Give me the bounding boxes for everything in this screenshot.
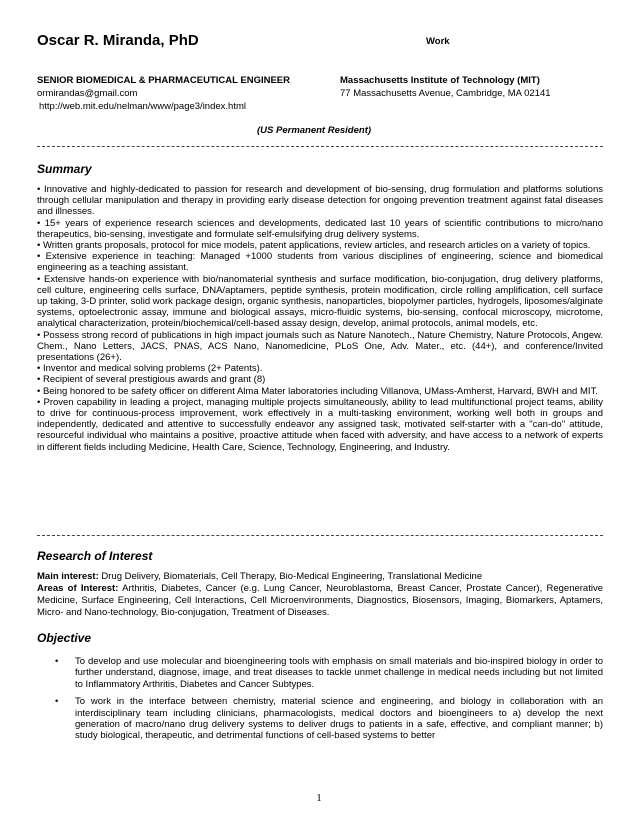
summary-item: • 15+ years of experience research sciences and developments, dedicated last 10 years of scientific contributions to micro/nano therapeutics, bio-sensing, investigate and formulate self-emulsifying drug delivery systems.	[37, 217, 603, 240]
work-organization: Massachusetts Institute of Technology (MIT)	[340, 75, 540, 86]
residency-status: (US Permanent Resident)	[257, 125, 372, 136]
main-interest-text: Drug Delivery, Biomaterials, Cell Therapy, Bio-Medical Engineering, Translational Medicine	[98, 571, 483, 582]
summary-item: • Extensive hands-on experience with bio/nanomaterial synthesis and surface modification, bio-conjugation, drug delivery platforms, cell culture, engineering cells surface, DNA/aptamers, peptide synthesis, protein modification, circle rolling amplification, cell surface up taking, 3-D printer, solid work package design, organic synthesis, nanoparticles, biopolymer particles, hydrogels, liposomes/alginate systems, optoelectronic assay, immune and biological assays, micro-fluidic systems, bio-sensing, confocal microscopy, microtome, analytical characterization, protein/biochemical/cell-based assay design, develop, animal protocols, animal models, etc.	[37, 273, 603, 330]
research-heading: Research of Interest	[37, 549, 153, 563]
homepage-url[interactable]: http://web.mit.edu/nelman/www/page3/index.html	[39, 101, 246, 112]
areas-label: Areas of Interest:	[37, 583, 119, 594]
work-label: Work	[426, 36, 450, 47]
summary-item: • Being honored to be safety officer on different Alma Mater laboratories including Villanova, UMass-Amherst, Harvard, BWH and MIT.	[37, 385, 598, 397]
objective-text: To work in the interface between chemistry, material science and engineering, and biology in collaboration with an interdisciplinary team including clinicians, pharmacologists, medical doctors and bioengineers to a) develop the next generation of macro/nano drug delivery systems to deliver drugs to patients in a safe, effective, and compliant manner; b) study biological, therapeutic, and detrimental functions of cell-based systems to better	[75, 696, 603, 742]
summary-list	[37, 184, 603, 453]
main-interest	[37, 571, 603, 583]
divider	[37, 146, 603, 147]
areas-text: Arthritis, Diabetes, Cancer (e.g. Lung Cancer, Neuroblastoma, Breast Cancer, Prostate Cancer), Regenerative Medicine, Surface Engineering, Cell Interactions, Cell Microenvironments, Diagnostics, Biosensors, Imaging, Biomarkers, Aptamers, Micro- and Nano-technology, Bio-conjugation, Treatment of Diseases.	[37, 583, 603, 618]
objective-list	[37, 656, 603, 748]
summary-heading: Summary	[37, 162, 92, 176]
bullet-icon: •	[55, 696, 59, 708]
bullet-icon: •	[55, 656, 59, 667]
summary-item: • Proven capability in leading a project, managing multiple projects simultaneously, ability to lead multifunctional project teams, ability to drive for continuous-process improvement, work effectively in a multi-tasking environment, working well both in groups and independently, dedicated and attentive to successfully endeavor any assigned task, motivated self-starter with a "can-do" attitude, resourceful individual who maintains a positive, proactive attitude when faced with adversity, and have access to a network of experts in different fields including Medicine, Health Care, Science, Technology, Engineering, and Industry.	[37, 396, 603, 453]
objective-heading: Objective	[37, 631, 92, 645]
email[interactable]: ormirandas@gmail.com	[37, 88, 138, 99]
job-title: SENIOR BIOMEDICAL & PHARMACEUTICAL ENGINEER	[37, 75, 290, 86]
objective-text: To develop and use molecular and bioengineering tools with emphasis on small materials and bio-inspired biology in order to further understand, diagnose, image, and treat diseases to tackle unmet challenge in medical needs including but not limited to Inflammatory Arthritis, Diabetes and Cancer Subtypes.	[75, 656, 603, 690]
summary-item: • Inventor and medical solving problems (2+ Patents).	[37, 363, 263, 375]
objective-item	[37, 656, 603, 690]
summary-item: • Recipient of several prestigious awards and grant (8)	[37, 374, 266, 386]
resume-name: Oscar R. Miranda, PhD	[37, 32, 199, 49]
areas-of-interest	[37, 583, 603, 619]
main-interest-label: Main interest:	[37, 571, 99, 582]
research-block	[37, 571, 603, 619]
summary-item: • Possess strong record of publications in high impact journals such as Nature Nanotech., Nature Chemistry, Nature Protocols, Angew. Chem., Nano Letters, JACS, PNAS, ACS Nano, Nanomedicine, PLoS One, Adv. Mater., etc. (44+), and conference/Invited presentations (26+).	[37, 329, 603, 364]
work-address: 77 Massachusetts Avenue, Cambridge, MA 02141	[340, 88, 551, 99]
objective-item	[37, 696, 603, 742]
summary-item: • Written grants proposals, protocol for mice models, patent applications, review articles, and research articles on a variety of topics.	[37, 240, 591, 252]
page-number: 1	[316, 792, 322, 804]
divider	[37, 535, 603, 536]
summary-item: • Extensive experience in teaching: Managed +1000 students from various disciplines of engineering, science and biomedical engineering as a teaching assistant.	[37, 251, 603, 274]
summary-item: • Innovative and highly-dedicated to passion for research and development of bio-sensing, drug formulation and platforms solutions through cellular manipulation and therapy in providing early disease detection for ongoing prevention treatment against fatal diseases and illnesses.	[37, 184, 603, 218]
